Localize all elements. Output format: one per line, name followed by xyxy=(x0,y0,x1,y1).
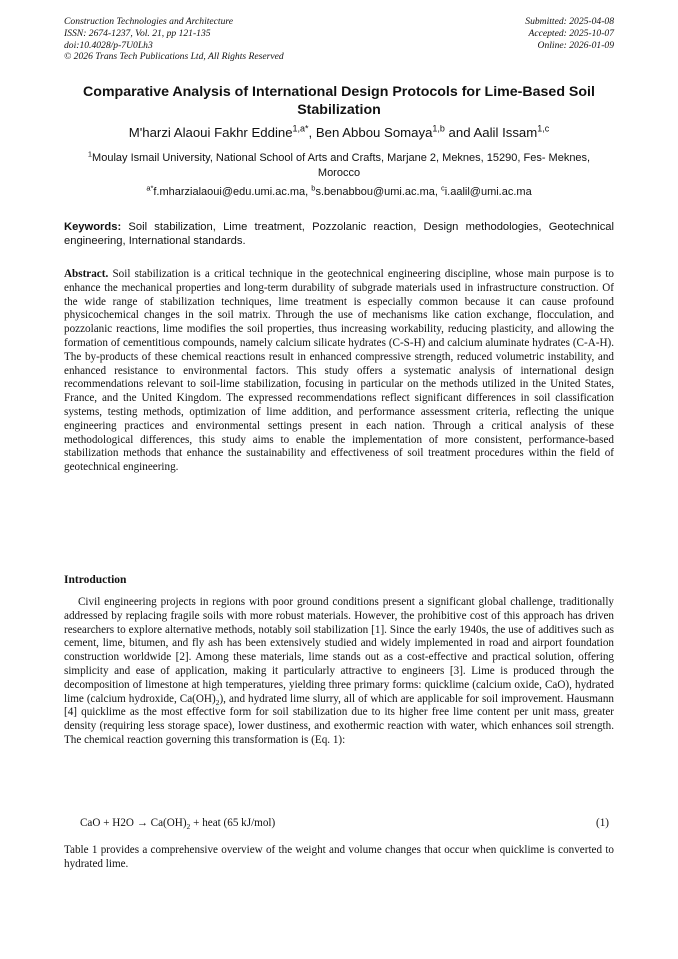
paper-title: Comparative Analysis of International Design Protocols for Lime-Based Soil Stabilization xyxy=(83,84,595,118)
affiliation-marker: 1 xyxy=(87,149,93,159)
equation-body: CaO + $H2O \to Ca(OH)_2$ + heat (65 kJ/mol) xyxy=(80,817,276,832)
author-name: Aalil Issam xyxy=(473,125,538,140)
section-heading-introduction: Introduction xyxy=(64,574,127,586)
abstract-label: Abstract. xyxy=(64,268,109,280)
issn-line: ISSN: 2674-1237, Vol. 21, pp 121-135 xyxy=(64,27,211,39)
keywords-text: Soil stabilization, Lime treatment, Pozzolanic reaction, Design methodologies, Geotechnical engineering, International standards. xyxy=(64,221,614,247)
equation-1 xyxy=(64,816,614,830)
abstract xyxy=(64,268,614,475)
author-affiliation-marker: 1,a* xyxy=(292,123,309,134)
introduction-paragraph: Civil engineering projects in regions with poor ground conditions present a significant global challenge, traditionally addressed by replacing fragile soils with more robust materials. However, the prohibitive cost of this approach has driven researchers to explore alternative methods, notably soil stabilization [1]. Since the early 1940s, the use of additives such as cement, lime, bitumen, and fly ash has been extensively studied and widely implemented in road and airport foundation construction worldwide [2]. Among these materials, lime stands out as a cost-effective and practical solution, offering simplicity and ease of application, making it particularly attractive to engineers [3]. Lime is produced through the decomposition of limestone at high temperatures, yielding three primary forms: quicklime (calcium oxide, CaO), hydrated lime (calcium hydroxide, $Ca(OH)_2$), and hydrated lime slurry, all of which are applicable for soil improvement. Hausmann [4] quicklime as the most effective form for soil stabilization due to its higher free lime content per unit mass, greater density (requiring less storage space), lower dustiness, and exothermic reaction with water, which enhances soil strength. The chemical reaction governing this transformation is (Eq. 1): xyxy=(64,596,614,746)
author-affiliation-marker: 1,c xyxy=(537,123,550,134)
affiliation-text: Moulay Ismail University, National School of Arts and Crafts, Marjane 2, Meknes, 15290, Fes- Meknes, Morocco xyxy=(92,152,591,179)
copyright-line: © 2026 Trans Tech Publications Ltd, All Rights Reserved xyxy=(64,51,284,63)
publication-dates xyxy=(525,16,614,51)
affiliation xyxy=(80,151,598,181)
journal-name: Construction Technologies and Architecture xyxy=(64,16,234,27)
keywords xyxy=(64,220,614,248)
journal-info xyxy=(64,16,284,63)
author-emails: $^{a*}$f.mharzialaoui@edu.umi.ac.ma, $^b$s.benabbou@umi.ac.ma, $^c$i.aalil@umi.ac.ma xyxy=(146,183,532,198)
author-affiliation-marker: 1,b xyxy=(432,123,445,134)
author-list: M'harzi Alaoui Fakhr Eddine$^{1,a*}$, Ben Abbou Somaya$^{1,b}$ and Aalil Issam$^{1,c}$ xyxy=(128,123,550,140)
equation-number: (1) xyxy=(596,817,609,829)
table-reference-paragraph: Table 1 provides a comprehensive overview of the weight and volume changes that occur when quicklime is converted to hydrated lime. xyxy=(64,844,614,870)
author-name: M'harzi Alaoui Fakhr Eddine xyxy=(128,125,293,140)
keywords-label: Keywords: xyxy=(64,221,122,233)
submitted-date: Submitted: 2025-04-08 xyxy=(525,16,614,27)
email-link[interactable]: f.mharzialaoui@edu.umi.ac.ma xyxy=(153,186,306,198)
email-link[interactable]: s.benabbou@umi.ac.ma xyxy=(315,186,435,198)
doi-line[interactable]: doi:10.4028/p-7U0Lh3 xyxy=(64,39,153,51)
online-date: Online: 2026-01-09 xyxy=(537,39,614,51)
accepted-date: Accepted: 2025-10-07 xyxy=(528,27,614,39)
abstract-text: Soil stabilization is a critical technique in the geotechnical engineering discipline, whose main purpose is to enhance the mechanical properties and long-term durability of subgrade materials used in infrastructure construction. Of the wide range of stabilization techniques, lime treatment is especially common because it can cause profound physicochemical changes in the soil matrix. Through the use of mechanisms like cation exchange, flocculation, and pozzolanic reactions, lime modifies the soil properties, thus increasing workability, reducing plasticity, and allowing the formation of cementitious compounds, namely calcium silicate hydrates (C-S-H) and calcium aluminate hydrates (C-A-H). The by-products of these chemical reactions result in enhanced compressive strength, reduced volumetric instability, and enhanced resistance to environmental factors. This study offers a systematic analysis of international design recommendations relevant to soil-lime stabilization, focusing in particular on the methods utilized in the United States, France, and the United Kingdom. The expressed recommendations reflect significant differences in soil classification systems, testing methods, optimization of lime addition, and performance assessment criteria, reflecting the unique engineering practices and environmental settings present in each nation. Through a critical analysis of these methodological differences, this study aims to enable the implementation of more consistent, performance-based stabilization methods that enhance the sustainability and effectiveness of soil treatment procedures within the field of geotechnical engineering. xyxy=(64,268,614,474)
email-link[interactable]: i.aalil@umi.ac.ma xyxy=(444,186,532,198)
author-name: Ben Abbou Somaya xyxy=(315,125,433,140)
